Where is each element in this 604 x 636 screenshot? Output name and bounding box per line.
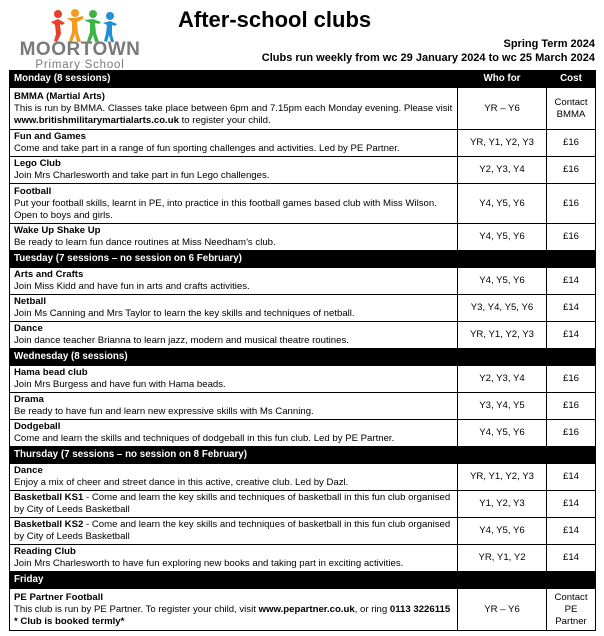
term-dates: Clubs run weekly from wc 29 January 2024 to wc 25 March 2024	[261, 52, 595, 64]
who-for-cell: YR, Y1, Y2, Y3	[458, 464, 547, 491]
club-cell	[10, 464, 458, 491]
club-description: Enjoy a mix of cheer and street dance in this active, creative club. Led by Dazl.	[14, 477, 349, 488]
who-for-cell: Y2, Y3, Y4	[458, 366, 547, 393]
who-for-cell: Y2, Y3, Y4	[458, 157, 547, 184]
day-label: Friday	[10, 572, 596, 589]
club-description	[14, 103, 453, 127]
cost-cell: £16	[547, 224, 596, 251]
club-cell	[10, 130, 458, 157]
figure-blue	[103, 12, 117, 42]
club-name: Lego Club	[14, 158, 61, 169]
club-name: Fun and Games	[14, 131, 86, 142]
club-name: Drama	[14, 394, 44, 405]
club-row	[10, 268, 596, 295]
club-cell	[10, 518, 458, 545]
club-name: Hama bead club	[14, 367, 88, 378]
cost-cell: Contact BMMA	[547, 88, 596, 130]
who-for-cell: YR, Y1, Y2, Y3	[458, 322, 547, 349]
club-cell	[10, 420, 458, 447]
club-description	[14, 604, 453, 628]
club-description-text: This club is run by PE Partner. To register your child, visit	[14, 603, 259, 615]
club-name: Basketball KS1	[14, 492, 84, 503]
who-for-cell: Y3, Y4, Y5, Y6	[458, 295, 547, 322]
club-row	[10, 491, 596, 518]
cost-cell: £16	[547, 393, 596, 420]
cost-cell: £14	[547, 268, 596, 295]
club-cell	[10, 268, 458, 295]
club-description-text: , or ring	[354, 603, 390, 615]
who-for-cell: YR, Y1, Y2, Y3	[458, 130, 547, 157]
cost-cell: £16	[547, 420, 596, 447]
club-name: PE Partner Football	[14, 591, 104, 603]
club-name: Reading Club	[14, 546, 76, 557]
club-description: Be ready to have fun and learn new expressive skills with Ms Canning.	[14, 406, 314, 417]
club-cell	[10, 157, 458, 184]
cost-cell: £14	[547, 545, 596, 572]
club-cell	[10, 295, 458, 322]
who-for-cell: Y1, Y2, Y3	[458, 491, 547, 518]
day-label: Wednesday (8 sessions)	[10, 349, 596, 366]
club-name: Netball	[14, 296, 46, 307]
club-cell	[10, 545, 458, 572]
day-header-thursday	[10, 447, 596, 464]
day-header-monday	[10, 71, 596, 88]
club-name: Football	[14, 185, 52, 197]
club-description: - Come and learn the key skills and techniques of basketball in this fun club organised by City of Leeds Basketball	[14, 519, 451, 542]
club-cell	[10, 322, 458, 349]
club-description: Join Miss Kidd and have fun in arts and crafts activities.	[14, 281, 250, 292]
pe-partner-website-link[interactable]: www.pepartner.co.uk	[258, 603, 355, 615]
club-name: BMMA (Martial Arts)	[14, 90, 105, 102]
club-cell	[10, 184, 458, 224]
club-name: Dance	[14, 465, 43, 476]
who-for-cell: YR – Y6	[458, 88, 547, 130]
club-row	[10, 322, 596, 349]
club-description: Put your football skills, learnt in PE, into practice in this football games based club with Miss Wilson. Open to boys and girls.	[14, 197, 437, 221]
day-label: Monday (8 sessions)	[10, 71, 458, 88]
club-name: Basketball KS2	[14, 519, 84, 530]
day-label: Thursday (7 sessions – no session on 8 February)	[10, 447, 596, 464]
phone-and-booking-note: 0113 3226115 * Club is booked termly*	[14, 603, 451, 627]
who-for-cell: Y4, Y5, Y6	[458, 268, 547, 295]
cost-cell: £14	[547, 491, 596, 518]
who-for-cell: Y3, Y4, Y5	[458, 393, 547, 420]
club-row	[10, 295, 596, 322]
club-row	[10, 518, 596, 545]
club-row	[10, 88, 596, 130]
bmma-website-link[interactable]: www.britishmilitarymartialarts.co.uk	[14, 114, 179, 126]
club-row	[10, 130, 596, 157]
club-description-text: This is run by BMMA. Classes take place between 6pm and 7.15pm each Monday evening. Please visit	[14, 102, 453, 114]
club-description: Join dance teacher Brianna to learn jazz, modern and musical theatre routines.	[14, 335, 349, 346]
cost-cell: £14	[547, 322, 596, 349]
club-description: Join Mrs Charlesworth to have fun exploring new books and taking part in exciting activities.	[14, 558, 404, 569]
logo-school-subtitle: Primary School	[35, 59, 125, 71]
cost-cell: £14	[547, 295, 596, 322]
clubs-table	[9, 70, 596, 631]
cost-cell: £16	[547, 157, 596, 184]
club-description-text: to register your child.	[178, 114, 271, 126]
cost-cell: £16	[547, 184, 596, 224]
day-label: Tuesday (7 sessions – no session on 6 February)	[10, 251, 596, 268]
cost-cell: £14	[547, 518, 596, 545]
club-row	[10, 366, 596, 393]
club-name: Arts and Crafts	[14, 269, 84, 280]
club-description: Join Mrs Burgess and have fun with Hama beads.	[14, 379, 226, 390]
club-row	[10, 545, 596, 572]
club-description: Join Mrs Charlesworth and take part in fun Lego challenges.	[14, 170, 270, 181]
club-cell	[10, 366, 458, 393]
club-row	[10, 224, 596, 251]
cost-cell: £16	[547, 130, 596, 157]
cost-cell: Contact PE Partner	[547, 589, 596, 631]
day-header-tuesday	[10, 251, 596, 268]
club-name: Dance	[14, 323, 43, 334]
club-row	[10, 393, 596, 420]
figure-green	[84, 10, 101, 42]
school-logo	[14, 8, 144, 71]
club-cell	[10, 224, 458, 251]
cost-header: Cost	[547, 71, 596, 88]
club-description: Come and learn the skills and techniques of dodgeball in this fun club. Led by PE Partner.	[14, 433, 395, 444]
club-name: Wake Up Shake Up	[14, 225, 101, 236]
who-for-header: Who for	[458, 71, 547, 88]
day-header-wednesday	[10, 349, 596, 366]
club-row	[10, 589, 596, 631]
figure-orange	[67, 9, 83, 42]
club-name: Dodgeball	[14, 421, 61, 432]
logo-school-name: MOORTOWN	[19, 39, 141, 60]
club-row	[10, 184, 596, 224]
club-cell	[10, 589, 458, 631]
club-cell	[10, 88, 458, 130]
club-cell	[10, 393, 458, 420]
page-title: After-school clubs	[178, 7, 372, 32]
club-description: Join Ms Canning and Mrs Taylor to learn the key skills and techniques of netball.	[14, 308, 355, 319]
who-for-cell: YR, Y1, Y2	[458, 545, 547, 572]
club-description: Be ready to learn fun dance routines at Miss Needham’s club.	[14, 237, 276, 248]
club-row	[10, 464, 596, 491]
day-header-friday	[10, 572, 596, 589]
who-for-cell: Y4, Y5, Y6	[458, 184, 547, 224]
club-description: Come and take part in a range of fun sporting challenges and activities. Led by PE Partner.	[14, 143, 400, 154]
cost-cell: £14	[547, 464, 596, 491]
who-for-cell: YR – Y6	[458, 589, 547, 631]
club-row	[10, 157, 596, 184]
cost-cell: £16	[547, 366, 596, 393]
club-description: - Come and learn the key skills and techniques of basketball in this fun club organised by City of Leeds Basketball	[14, 492, 451, 515]
club-row	[10, 420, 596, 447]
who-for-cell: Y4, Y5, Y6	[458, 224, 547, 251]
who-for-cell: Y4, Y5, Y6	[458, 420, 547, 447]
who-for-cell: Y4, Y5, Y6	[458, 518, 547, 545]
club-cell	[10, 491, 458, 518]
term-label: Spring Term 2024	[503, 38, 595, 50]
figure-red	[51, 10, 65, 42]
